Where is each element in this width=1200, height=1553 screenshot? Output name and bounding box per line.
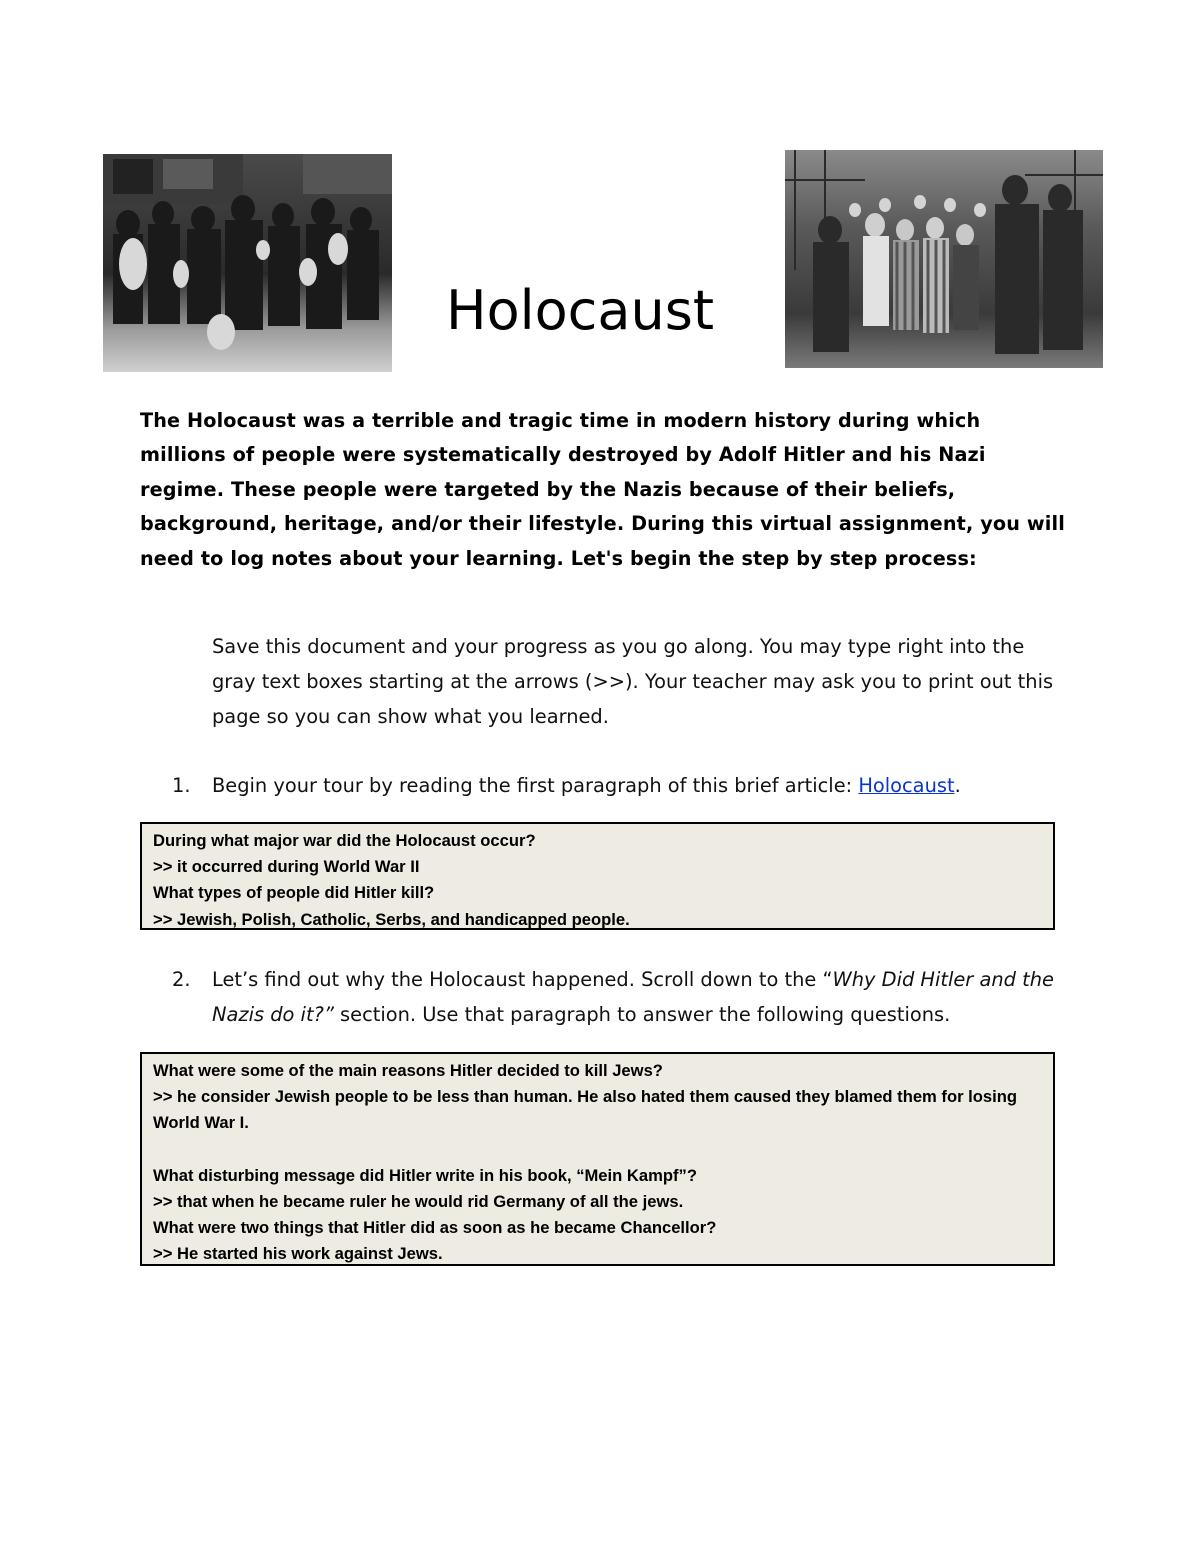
step-2-section-name: Why Did Hitler and the Nazis do it?” — [212, 968, 1054, 1026]
photo-right-graphic — [785, 150, 1103, 368]
photo-deportees-train — [103, 154, 392, 372]
step-2-number: 2. — [172, 968, 191, 991]
question-people-killed: What types of people did Hitler kill? — [153, 883, 435, 903]
question-chancellor: What were two things that Hitler did as soon as he became Chancellor? — [153, 1218, 717, 1238]
holocaust-article-link[interactable]: Holocaust — [858, 774, 955, 797]
step-2-intro: Let’s find out why the Holocaust happened. Scroll down to the “ — [212, 968, 833, 991]
answer-chancellor[interactable]: >> He started his work against Jews. — [153, 1244, 443, 1264]
question-war: During what major war did the Holocaust occur? — [153, 831, 536, 850]
photo-children-camp — [785, 150, 1103, 368]
answer-box-1[interactable] — [140, 822, 1055, 930]
step-1-number: 1. — [172, 774, 191, 797]
step-2 — [140, 962, 1070, 1032]
step-2-instruction: section. Use that paragraph to answer the following questions. — [333, 1003, 951, 1026]
question-mein-kampf: What disturbing message did Hitler write in his book, “Mein Kampf”? — [153, 1165, 697, 1185]
step-1-period: . — [954, 774, 961, 797]
instructions-paragraph: Save this document and your progress as you go along. You may type right into the gray text boxes starting at the arrows (>>). Your teacher may ask you to print out this page so you can show what you learned. — [212, 635, 1054, 728]
photo-left-graphic — [103, 154, 392, 372]
intro-paragraph: The Holocaust was a terrible and tragic time in modern history during which millions of people were systematically destroyed by Adolf Hitler and his Nazi regime. These people were targeted by the Nazis because of their beliefs, background, heritage, and/or their lifestyle. During this virtual assignment, you will need to log notes about your learning. Let's begin the step by step process: — [140, 409, 1065, 570]
answer-box-2[interactable] — [140, 1052, 1055, 1266]
answer-war[interactable]: >> it occurred during World War II — [153, 857, 420, 877]
step-1-instruction: Begin your tour by reading the first paragraph of this brief article: — [212, 774, 859, 797]
answer-mein-kampf[interactable]: >> that when he became ruler he would rid Germany of all the jews. — [153, 1192, 684, 1211]
spacer — [153, 1137, 1043, 1163]
step-1-text — [212, 768, 961, 803]
answer-reasons[interactable]: >> he consider Jewish people to be less than human. He also hated them caused they blamed them for losing World War I. — [153, 1087, 1018, 1133]
page-title: Holocaust — [446, 279, 714, 343]
step-1 — [140, 768, 1070, 803]
question-reasons: What were some of the main reasons Hitler decided to kill Jews? — [153, 1061, 663, 1080]
step-2-text — [212, 962, 1062, 1032]
answer-people-killed[interactable]: >> Jewish, Polish, Catholic, Serbs, and handicapped people. — [153, 909, 630, 929]
